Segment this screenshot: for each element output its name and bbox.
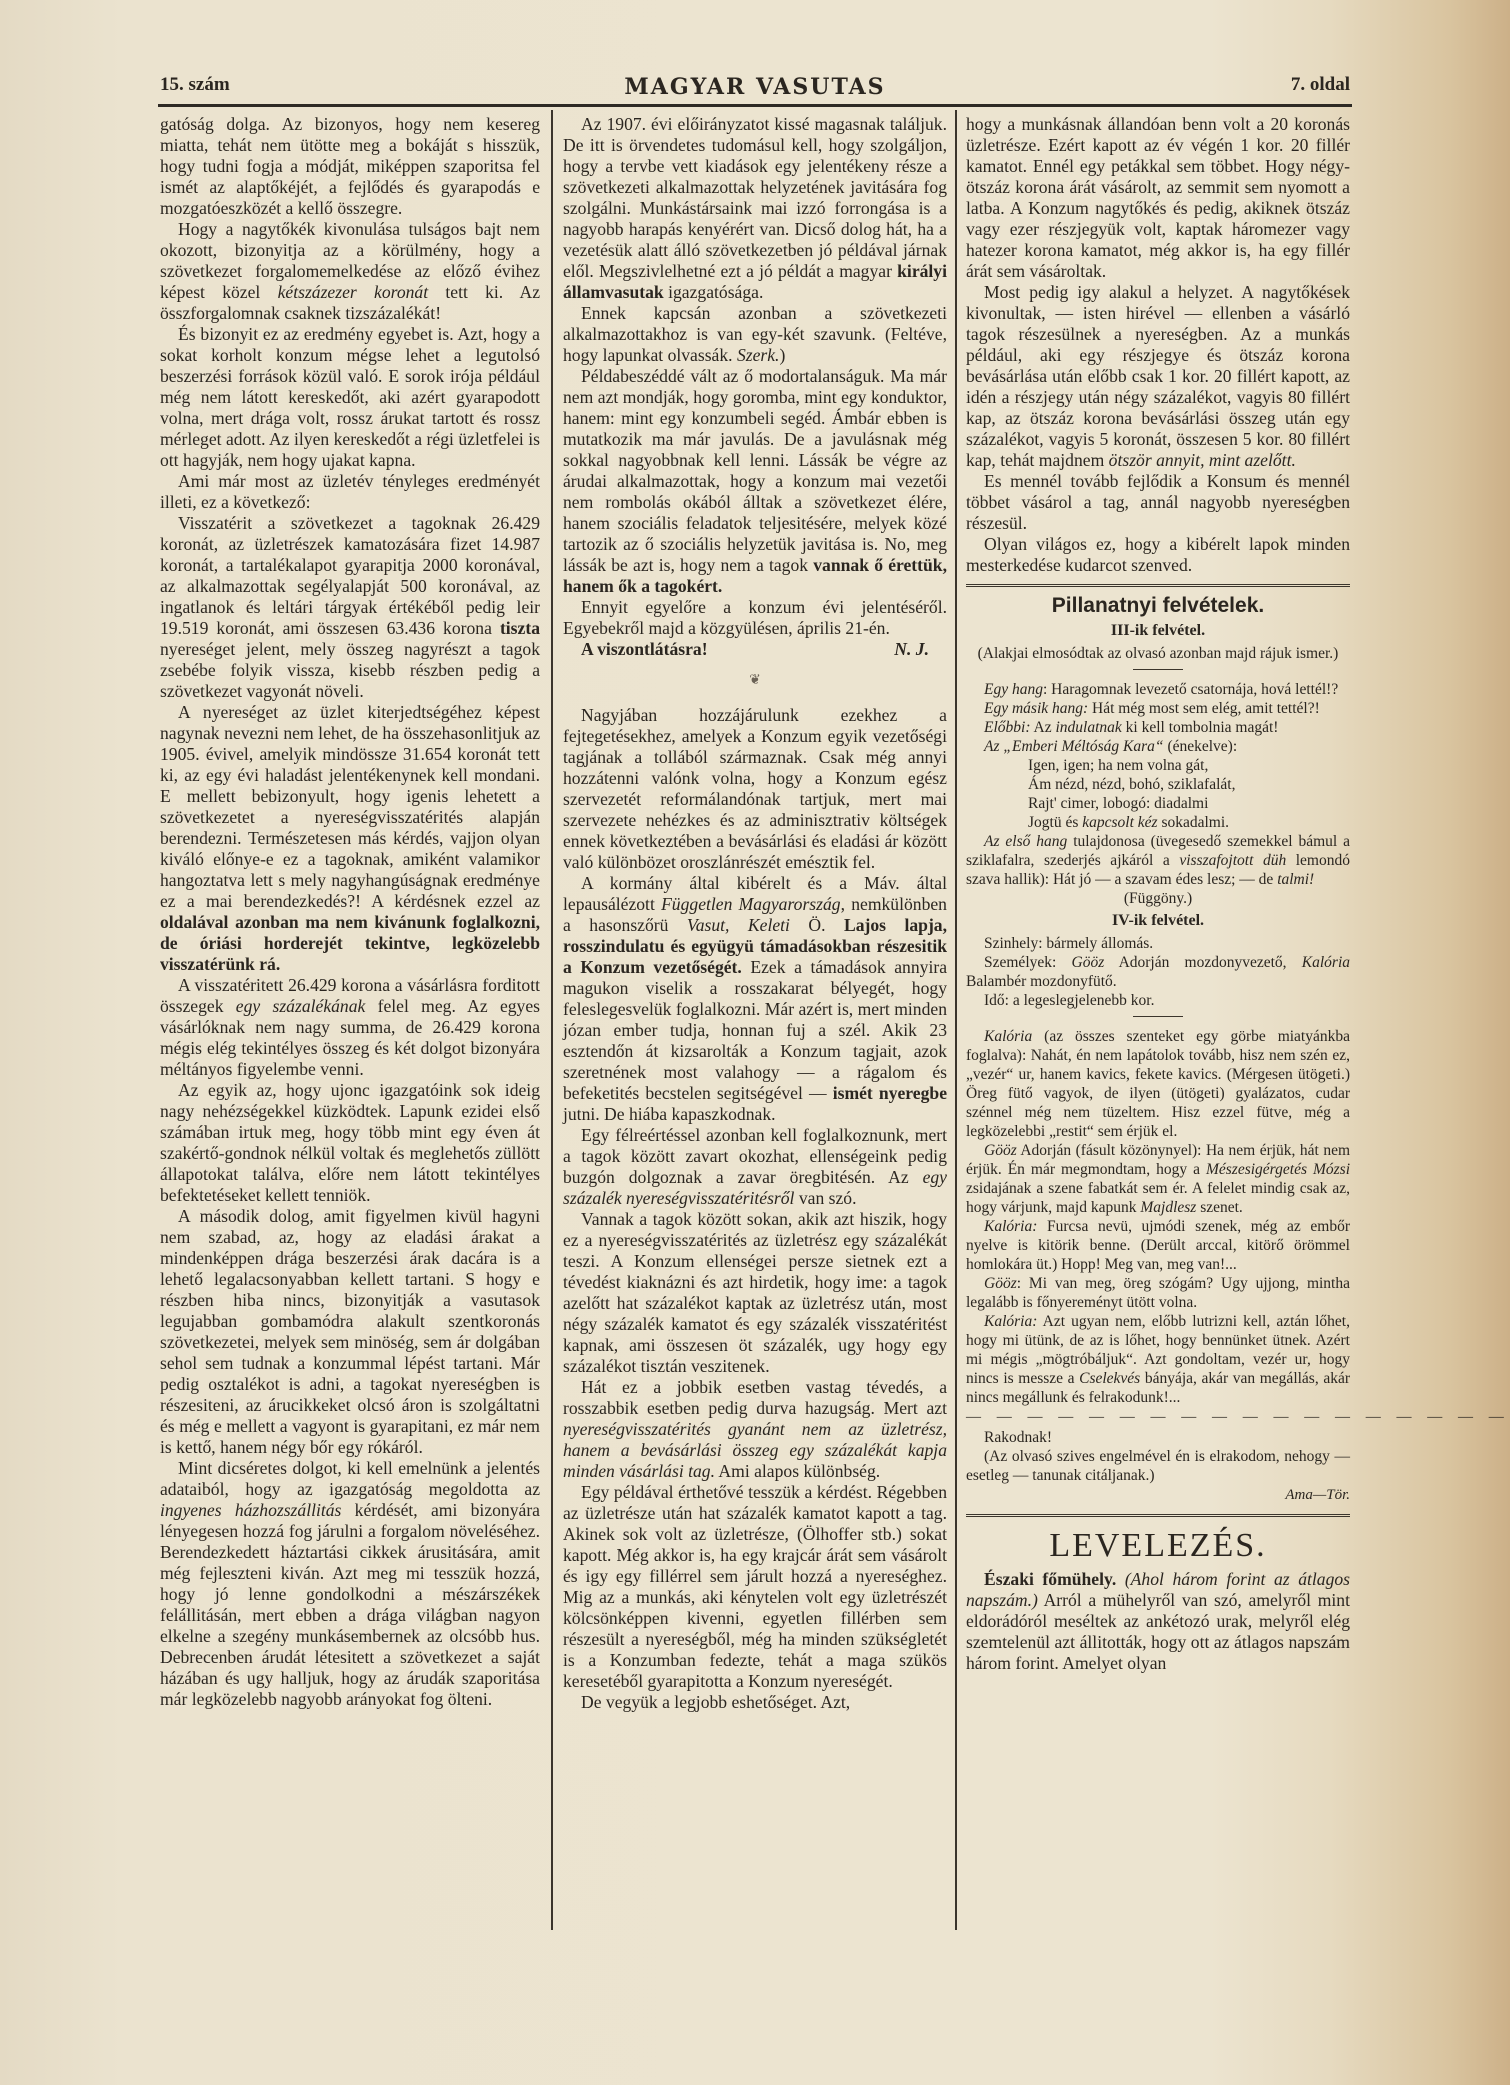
text-run: gatóság dolga. Az bizonyos, hogy nem kesereg miatta, tehát nem ütötte meg a bokáját s hisszük, hogy tudni fogja a módját, miképpen szaporitsa fel ismét az alaptőkéjét, a fejlődés és gyarapodás e mozgatóeszközét a kellő összegre. [160, 114, 540, 218]
text-run: ismét nyeregbe [832, 1083, 947, 1103]
page-header [158, 66, 1352, 107]
text-run: Azt ugyan nem, előbb lutrizni kell, aztán lőhet, hogy mi ütünk, de az is lőhet, hogy bennünket ütnek. Azért mi mégis „mögtróbáljuk“. Azt gondoltam, vezér ur, hogy nincs is messze a [966, 1313, 1350, 1387]
double-rule [966, 1514, 1350, 1517]
ornament [563, 670, 947, 691]
text-run: És bizonyit ez az eredmény egyebet is. Azt, hogy a sokat korholt konzum mégse lehet a legutolsó beszerzési források közül való. E sorok irója például még nem látott kereskedőt, aki azért gyarapodott volna, mert drága volt, rossz árukat tartott és rossz mérleget adott. Az ilyen kereskedőt a régi üzletfelei is ott hagyják, nem hogy ujakat kapna. [160, 324, 540, 470]
text-run: Igen, igen; ha nem volna gát, [1028, 757, 1209, 774]
paragraph [160, 975, 540, 1080]
text-run: Az „Emberi Méltóság Kara“ [984, 738, 1164, 755]
paragraph [563, 1125, 947, 1209]
section-title [966, 1525, 1350, 1567]
verse-line [966, 775, 1350, 794]
text-run: Mészesigérgetés Mózsi [1205, 1161, 1350, 1178]
masthead: MAGYAR VASUTAS [624, 74, 886, 100]
text-run: tett ki. Az összforgalomnak csaknek tizszázalékát! [160, 282, 541, 323]
column-divider [551, 110, 553, 1930]
text-run: kétszázezer koronát [277, 282, 429, 302]
text-run: Majdlesz [1140, 1199, 1197, 1216]
text-run: egy százalék nyereségvisszatéritésről [563, 1167, 947, 1208]
verse-line [966, 756, 1350, 775]
verse-line [966, 813, 1350, 832]
text-run: igazgatósága. [663, 282, 764, 302]
paragraph [563, 1377, 947, 1482]
article-column-2 [563, 114, 947, 1944]
text-run: Hogy a nagytőkék kivonulása tulságos bajt nem okozott, bizonyitja az a körülmény, hogy a szövetkezet forgalomemelkedése az előző évihez képest közel [160, 219, 540, 302]
issue-number: 15. szám [160, 74, 230, 95]
text-run: De vegyük a legjobb eshetőséget. Azt, [581, 1692, 851, 1712]
text-run: szenet. [1196, 1199, 1243, 1216]
paragraph [966, 1217, 1350, 1274]
signature-line [563, 639, 947, 660]
text-run: Adorján mozdonyvezető, [1104, 954, 1302, 971]
page-number: 7. oldal [1290, 74, 1350, 95]
paragraph [563, 114, 947, 303]
text-run: A kormány által kibérelt és a Máv. által lepausálézott [563, 873, 947, 914]
text-run: egy százalékának [235, 996, 366, 1016]
double-rule [966, 584, 1350, 587]
text-run: ) [779, 345, 786, 365]
dash-separator [966, 1407, 1510, 1428]
paragraph [160, 1080, 540, 1206]
paragraph [563, 597, 947, 639]
text-run: IV-ik felvétel. [1111, 912, 1205, 929]
text-run: ❦ [749, 673, 761, 688]
text-run: Rajt' cimer, lobogó: diadalmi [1028, 795, 1209, 812]
paragraph [966, 1141, 1350, 1217]
paragraph [966, 534, 1350, 576]
text-run: tulajdonosa (üvegesedő szemekkel bámul a sziklafalra, szederjés ajkáról a [966, 833, 1350, 869]
paragraph [160, 702, 540, 975]
paragraph [160, 219, 540, 324]
paragraph [563, 1692, 947, 1713]
paragraph [966, 471, 1350, 534]
text-run: Arról a mühelyről van szó, amelyről mint eldorádóról meséltek az ankétozó urak, melyről elég szemtelenül azt állitották, hogy ott az átlagos napszám három forint. Amelyet olyan [966, 1590, 1350, 1673]
text-run: Kalória: [984, 1313, 1038, 1330]
text-run: Gööz [984, 1275, 1017, 1292]
text-run: felel meg. Az egyes vásárlóknak nem nagy summa, de 26.429 korona mégis elég tekintélyes összeg és két dolgot bizonyára méltányos figyelembe venni. [160, 996, 541, 1079]
text-run: oldalával azonban ma nem kivánunk foglalkozni, de óriási horderejét tekintve, legközelebb visszatérünk rá. [160, 912, 540, 974]
text-run: : Haragomnak levezető csatornája, hová lettél!? [1042, 681, 1339, 698]
text-run: bányája, akár van megállás, akár nincs megállunk és felrakodunk!... [966, 1370, 1350, 1406]
paragraph [966, 991, 1350, 1010]
text-run: ki kell tombolnia magát! [1121, 719, 1279, 736]
column-divider [955, 110, 957, 1930]
verse-line [966, 794, 1350, 813]
text-run: Az első hang [984, 833, 1068, 850]
text-run: Szinhely: bármely állomás. [984, 935, 1154, 952]
paragraph [160, 324, 540, 471]
text-run: Ami alapos különbség. [715, 1461, 881, 1481]
text-run: Nagyjában hozzájárulunk ezekhez a fejtegetésekhez, amelyek a Konzum egyik vezetőségi tagjának a tollából származnak. Csak még annyi hozzátenni valónk volna, hogy a Konzum egész szervezetét reformálandónak tartjuk, mert mai szervezete nehézkes és az adminisztrativ költségek ennek következtében a bevásárlási és eladási ár között való különbözet oroszlánrészét emésztik fel. [563, 705, 947, 872]
text-run: talmi! [1277, 871, 1315, 888]
text-run: Ennek kapcsán azonban a szövetkezeti alkalmazottakhoz is van egy-két szavunk. (Feltéve, hogy lapunkat olvassák. [563, 303, 947, 365]
paragraph [966, 953, 1350, 991]
text-run: ingyenes házhozszállitás [160, 1500, 342, 1520]
text-run: Hát még most sem elég, amit tettél?! [1088, 700, 1320, 717]
text-run: Az [1030, 719, 1056, 736]
text-run: lemondó szava hallik): Hát jó — a szavam édes lesz; — de [966, 852, 1350, 888]
text-run: nyereséget jelent, mely összeg nagyrészt a tagok zsebébe folyik vissza, kisebb részben pedig a szövetkezet vagyonát növeli. [160, 639, 540, 701]
article-column-3 [966, 114, 1510, 1944]
paragraph [966, 718, 1350, 737]
text-run: Kalória: [984, 1218, 1038, 1235]
text-run: (az összes szenteket egy görbe miatyánkba foglalva): Nahát, én nem lapátolok tovább, hisz nem szén ez, „vezér“ ur, hanem kavics, fekete kavics. (Mérgesen ütögeti.) Öreg fütő vagyok, de ilyen (ütögeti) gyalázatos, cudar szénnel még nem tüzeltem. Hisz ezzel fütve, még a legközelebbi „restit“ sem érjük el. [966, 1028, 1350, 1140]
text-run: kapcsolt kéz [1082, 814, 1158, 831]
text-run: ötször annyit, mint azelőtt. [1108, 450, 1296, 470]
text-run: nyereségvisszatérités gyanánt nem az üzletrész, hanem a bevásárlási összeg egy százalékát kapja minden vásárlási tag. [563, 1419, 947, 1481]
text-run: Olyan világos ez, hogy a kibérelt lapok minden mesterkedése kudarcot szenved. [966, 534, 1350, 575]
text-run: A második dolog, amit figyelmen kivül hagyni nem szabad, az, hogy az eladási árakat a mindenképpen drága beszerzési árak dacára is a lehető legalacsonyabban kellett tartani. S hogy e részben hiba nincs, bizonyitják a vasutasok legujabban gombamódra alakult szentkoronás szövetkezetei, melyek sem minöség, sem ár dolgában sehol sem tudnak a konzummal lépést tartani. Már pedig osztalékot is adni, a tagokat nyereségben is részesiteni, az árucikkeket olcsó áron is szolgáltatni és még e mellett a vagyont is gyarapitani, ez már nem is kettő, hanem négy bőr egy rókáról. [160, 1206, 540, 1457]
text-run: hogy a munkásnak állandóan benn volt a 20 koronás üzletrésze. Ezért kapott az év végén 1 kor. 20 fillér kamatot. Ennél egy petákkal sem többet. Hogy négy-ötszáz korona árát vásárolt, az semmit sem nyomott a latba. A Konzum nagytőkés és pedig, akiknek ötszáz vagy ezer részjegyük volt, kaptak háromezer vagy hatezer korona kamatot, még akkor is, ha egy fillér árát sem vásároltak. [966, 114, 1350, 281]
text-run: Jogtü és [1028, 814, 1083, 831]
text-run: visszafojtott düh [1179, 852, 1287, 869]
text-run: III-ik felvétel. [1110, 622, 1206, 639]
text-run: Szerk. [736, 345, 780, 365]
text-run: Ama—Tör. [1285, 1487, 1350, 1503]
text-run: indulatnak [1055, 719, 1122, 736]
text-run: LEVELEZÉS. [1049, 1527, 1267, 1564]
text-run: Lajos lapja, rosszindulatu és együgyü támadásokban részesitik a Konzum vezetőségét. [563, 915, 947, 977]
paragraph [966, 1312, 1350, 1407]
text-run: tiszta [499, 618, 540, 638]
text-run: Gööz [984, 1142, 1017, 1159]
paragraph [966, 934, 1350, 953]
text-run: Cselekvés [1079, 1370, 1141, 1387]
paragraph [966, 1027, 1350, 1141]
paragraph [966, 282, 1350, 471]
paragraph [563, 366, 947, 597]
paragraph [563, 1209, 947, 1377]
text-run: Ö. [789, 915, 844, 935]
text-run: Vannak a tagok között sokan, akik azt hiszik, hogy ez a nyereségvisszatérités az üzletrész egy százalékát teszi. A Konzum ellenségei persze sietnek ezt a tévedést kiaknázni és azt hirdetik, hogy ime: a tagok azelőtt hat százalékot kaptak az üzletrész után, most négy százalék kamatot és egy százalék visszatéritést kapnak, ami összesen öt százalék, ugy hogy egy százalékot tisztán veszitenek. [563, 1209, 947, 1376]
text-run: Es mennél tovább fejlődik a Konsum és mennél többet vásárol a tag, annál nagyobb nyereségben részesül. [966, 471, 1350, 533]
paragraph [966, 680, 1350, 699]
centered-note [966, 644, 1350, 663]
text-run: Vasut, Keleti [686, 915, 790, 935]
paragraph [966, 114, 1350, 282]
text-run: Kalória [1301, 954, 1350, 971]
text-run: (énekelve): [1163, 738, 1238, 755]
article-column-1 [160, 114, 540, 1944]
text-run: Ezek a támadások annyira magukon viselik a rosszakarat bélyegét, hogy feleslegesvelük foglalkozni. Már azért is, mert minden józan ember tudja, honnan fuj a szél. Akik 23 esztendőn át kizsarolták a Konzum tagjait, azok szeretnének most valahogy — a rágalom és befeketités becstelen segitségével — [563, 957, 947, 1103]
text-run: A visszatéritett 26.429 korona a vásárlásra forditott összegek [160, 975, 540, 1016]
text-run: Ám nézd, nézd, bohó, sziklafalát, [1028, 776, 1236, 793]
text-run: N. J. [894, 639, 929, 659]
text-run: Az 1907. évi előirányzatot kissé magasnak találjuk. De itt is örvendetes tudomásul kell, hogy szolgáljon, hogy a tervbe vett kiadások egy jelentékeny része a szövetkezeti alkalmazottak helyzetének javitására fog szolgálni. Munkástársaink mai izzó forrongása is a nagyobb harapás kenyérért van. Dicső dolog hát, ha a vezetésük alatt álló szövetkezetben jó példával járnak elől. Megszivlelhetné ezt a jó példát a magyar [563, 114, 947, 281]
text-run: vannak ő érettük, hanem ők a tagokért. [563, 555, 947, 596]
paragraph [966, 832, 1350, 889]
paragraph [160, 114, 540, 219]
text-run: királyi államvasutak [563, 261, 947, 302]
text-run: Egy példával érthetővé tesszük a kérdést. Régebben az üzletrésze után hat százalék kamatot kapott a tag. Akinek sok volt az üzletrésze, (Ölhoffer stb.) sokat kapott. Még akkor is, ha egy krajcár árát sem vásárolt és igy egy fillérrel sem járult hozzá a nyereséghez. Mig az a munkás, aki kénytelen volt egy üzletrészét kölcsönképpen kivenni, egyetlen fillérben sem részesült a nyereségből, még ha minden szükségletét is a Konzumban fedezte, tehát a maga szükös keresetéből gyarapitotta a Konzum nyereségét. [563, 1482, 947, 1691]
short-rule [1133, 669, 1183, 670]
text-run: (Függöny.) [1123, 890, 1193, 907]
text-run: Északi főmühely. [984, 1569, 1117, 1589]
text-run: Mint dicséretes dolgot, ki kell emelnünk a jelentés adataiból, hogy az igazgatóság megoldotta az [160, 1458, 540, 1499]
text-run: (Ahol három forint az átlagos napszám.) [966, 1569, 1351, 1610]
paragraph [563, 705, 947, 873]
paragraph [160, 471, 540, 513]
paragraph [966, 1274, 1350, 1312]
subsection-heading [966, 620, 1350, 641]
paragraph [966, 699, 1350, 718]
text-run: kérdését, ami bizonyára lényegesen hozzá fog járulni a forgalom növeléséhez. Berendezkedett háztartási cikkek árusitására, amit még fejleszteni kiván. Azt meg mi tesszük hozzá, hogy jó lenne gondolkodni a mészárszékek felállitásán, mert ebben a drága világban nagyon elkelne a szegény munkásembernek az olcsóbb hus. Debrecenben árudát létesitett a szövetkezet a saját házában és ugy halljuk, hogy az árudák szaporitása már legközelebb nagyobb arányokat fog ölteni. [160, 1500, 540, 1709]
text-run: Kalória [984, 1028, 1033, 1045]
paragraph [966, 1447, 1350, 1485]
text-run: Példabeszéddé vált az ő modortalanságuk. Ma már nem azt mondják, hogy goromba, mint egy konduktor, hanem: mint egy konzumbeli segéd. Ámbár ebben is mutatkozik ma már javulás. De a javulásnak még sokkal nagyobbnak kell lenni. Lássák be végre az árudai alkalmazottak, hogy a konzum mai vezetői nem rombolás okából álltak a szövetkezet élére, hanem szociális feladatok teljesitésére, melyek közé tartozik az ő szociális helyzetük javitása is. No, meg lássák be azt is, hogy nem a tagok [563, 366, 947, 575]
text-run: sokadalmi. [1157, 814, 1230, 831]
section-heading [966, 595, 1350, 616]
text-run: Az egyik az, hogy ujonc igazgatóink sok ideig nagy nehézségekkel küzködtek. Lapunk ezidei első számában irtuk meg, hogy több mint egy éven át szakértő-gondnok nélkül voltak és meglehetős züllött állapotokat találva, előre nem látott tekintélyes befektetéseket kellett tenniök. [160, 1080, 540, 1205]
text-run: : Mi van meg, öreg szógám? Ugy ujjong, mintha legalább is főnyereményt ütött volna. [966, 1275, 1350, 1311]
text-run: Független Magyarország [661, 894, 841, 914]
paragraph [160, 513, 540, 702]
paragraph [966, 1569, 1350, 1674]
paragraph [966, 1428, 1350, 1447]
text-run: , nemkülönben a hasonszőrü [563, 894, 947, 935]
text-run: Furcsa nevü, ujmódi szenek, még az embőr nyelve is kitörik benne. (Derült arccal, kitörő örömmel homlokára üt.) Hopp! Meg van, meg van!... [966, 1218, 1350, 1273]
text-run: Pillanatnyi felvételek. [1051, 594, 1265, 617]
paragraph [563, 873, 947, 1125]
text-run [1116, 1569, 1125, 1589]
paragraph [563, 303, 947, 366]
text-run: Hát ez a jobbik esetben vastag tévedés, a rosszabbik esetben pedig durva hazugság. Mert azt [563, 1377, 947, 1418]
text-run: Előbbi: [984, 719, 1031, 736]
paragraph [160, 1206, 540, 1458]
text-run: A nyereséget az üzlet kiterjedtségéhez képest nagynak nevezni nem lehet, de ha összehasonlitjuk az 1905. évivel, amelyik mindössze 31.654 koronát tett ki, az egy évi haladást jelentékenynek kell mondani. E mellett bebizonyult, hogy igenis lehetett a szövetkezetet a nyereségvisszatérités alapján berendezni. Természetesen más kérdés, vajjon olyan kiváló előnye-e ez a tagoknak, amiként valamikor hangoztatva lett s mely nagyhangúságnak eredménye ez a mai berendezkedés?! A kérdésnek ezzel az [160, 702, 540, 911]
text-run: Egy félreértéssel azonban kell foglalkoznunk, mert a tagok között zavart okozhat, ellenségeink pedig buzgón dolgoznak a zavar öregbitésén. Az [563, 1125, 947, 1187]
text-run: A viszontlátásra! [581, 639, 708, 659]
paragraph [160, 1458, 540, 1710]
text-run: Adorján (fásult közönynyel): Ha nem érjük, hát nem érjük. Én már megmondtam, hogy a [966, 1142, 1350, 1178]
text-run: Egy másik hang: [984, 700, 1089, 717]
text-run: Most pedig igy alakul a helyzet. A nagytőkések kivonultak, — isten hirével — ellenben a vásárló tagok részesülnek a nyereségben. Az a munkás például, aki egy részjegye és ötszáz korona bevásárlása után előbb csak 1 kor. 20 fillért kapott, az idén a részjegy után négy százalékot, vagyis 80 fillért kap, az ötszáz korona bevásárlási összeg után egy százalékot, vagyis 5 koronát, összesen 5 kor. 80 fillért kap, tehát majdnem [966, 282, 1350, 470]
text-run: Balambér mozdonyfütő. [966, 973, 1117, 990]
subsection-heading [966, 910, 1350, 931]
text-run: jutni. De hiába kapaszkodnak. [563, 1104, 776, 1124]
text-run: Ami már most az üzletév tényleges eredményét illeti, ez a következő: [160, 471, 540, 512]
paragraph [966, 737, 1350, 756]
text-run: Egy hang [984, 681, 1043, 698]
text-run: (Az olvasó szives engelmével én is elrakodom, nehogy — esetleg — tanunak citáljanak.) [966, 1448, 1350, 1484]
text-run: — — — — — — — — — — — — — — — — — — [966, 1409, 1510, 1425]
paragraph [563, 1482, 947, 1692]
text-run: Visszatérit a szövetkezet a tagoknak 26.429 koronát, az üzletrészek kamatozására fizet 14.987 koronát, a tartalékalapot gyarapitja 2000 koronával, az alkalmazottak segélyalapját 500 koronával, az ingatlanok és leltári tárgyak értékéből pedig leir 19.519 koronát, ami összesen 63.436 korona [160, 513, 540, 638]
text-run: Gööz [1071, 954, 1105, 971]
text-run: Ennyit egyelőre a konzum évi jelentéséről. Egyebekről majd a közgyülésen, április 21-én. [563, 597, 947, 638]
text-run: van szó. [794, 1188, 857, 1208]
centered-note [966, 889, 1350, 908]
text-run: zsidajának a szene fabatkát sem ér. A felelet mindig csak az, hogy várjunk, majd kapunk [966, 1180, 1350, 1216]
text-run: (Alakjai elmosódtak az olvasó azonban majd rájuk ismer.) [977, 645, 1339, 662]
text-run: Idő: a legeslegjelenebb kor. [984, 992, 1155, 1009]
author-signature [966, 1485, 1350, 1506]
text-run: Rakodnak! [984, 1429, 1053, 1446]
text-run: Személyek: [984, 954, 1072, 971]
short-rule [1133, 1016, 1183, 1017]
